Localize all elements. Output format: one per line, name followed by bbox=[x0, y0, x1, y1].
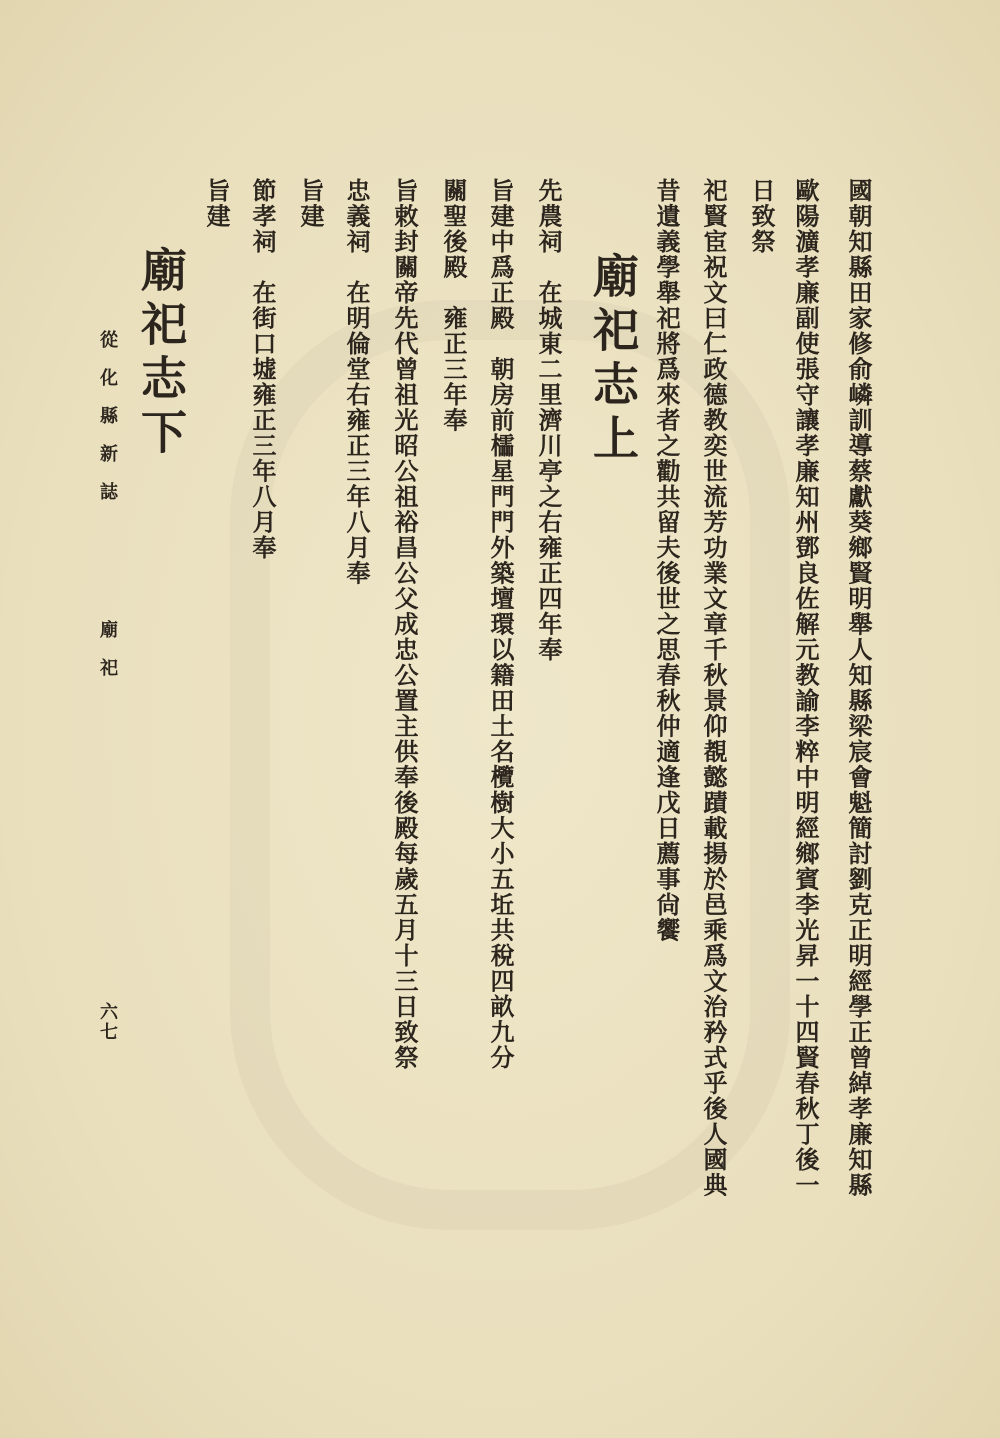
text-column-10: 忠義祠 在明倫堂右雍正三年八月奉 bbox=[342, 178, 371, 586]
text-column-12: 節孝祠 在街口墟雍正三年八月奉 bbox=[248, 178, 277, 561]
text-column-2: 歐陽瀇孝廉副使張守讓孝廉知州鄧良佐解元教諭李粹中明經鄉賓李光昇一十四賢春秋丁後一 bbox=[791, 178, 820, 1198]
margin-book-title: 從化縣新誌 bbox=[97, 330, 118, 520]
heading-upper: 廟祀志上 bbox=[586, 252, 640, 468]
text-column-4: 祀賢宦祝文曰仁政德教奕世流芳功業文章千秋景仰覩懿蹟載揚於邑乘爲文治矜式乎後人國典 bbox=[699, 178, 728, 1198]
text-column-1: 國朝知縣田家修俞嶙訓導蔡獻葵鄉賢明舉人知縣梁宸會魁簡討劉克正明經學正曾綽孝廉知縣 bbox=[844, 178, 873, 1198]
text-column-13: 旨建 bbox=[202, 178, 231, 229]
text-column-9: 旨敕封關帝先代曾祖光昭公祖裕昌公父成忠公置主供奉後殿每歲五月十三日致祭 bbox=[390, 178, 419, 1071]
text-column-8: 關聖後殿 雍正三年奉 bbox=[439, 178, 468, 433]
margin-section: 廟祀 bbox=[97, 620, 118, 696]
text-column-3: 日致祭 bbox=[747, 178, 776, 255]
text-column-7: 旨建中爲正殿 朝房前櫺星門門外築壇環以籍田土名欖樹大小五坵共稅四畝九分 bbox=[486, 178, 515, 1071]
text-column-6: 先農祠 在城東二里濟川亭之右雍正四年奉 bbox=[534, 178, 563, 663]
text-column-5: 昔遺義學舉祀將爲來者之勸共留夫後世之思春秋仲適逢戊日薦事尙饗 bbox=[652, 178, 681, 943]
heading-lower: 廟祀志下 bbox=[134, 246, 188, 462]
text-column-11: 旨建 bbox=[296, 178, 325, 229]
page-number: 六七 bbox=[97, 1002, 118, 1042]
